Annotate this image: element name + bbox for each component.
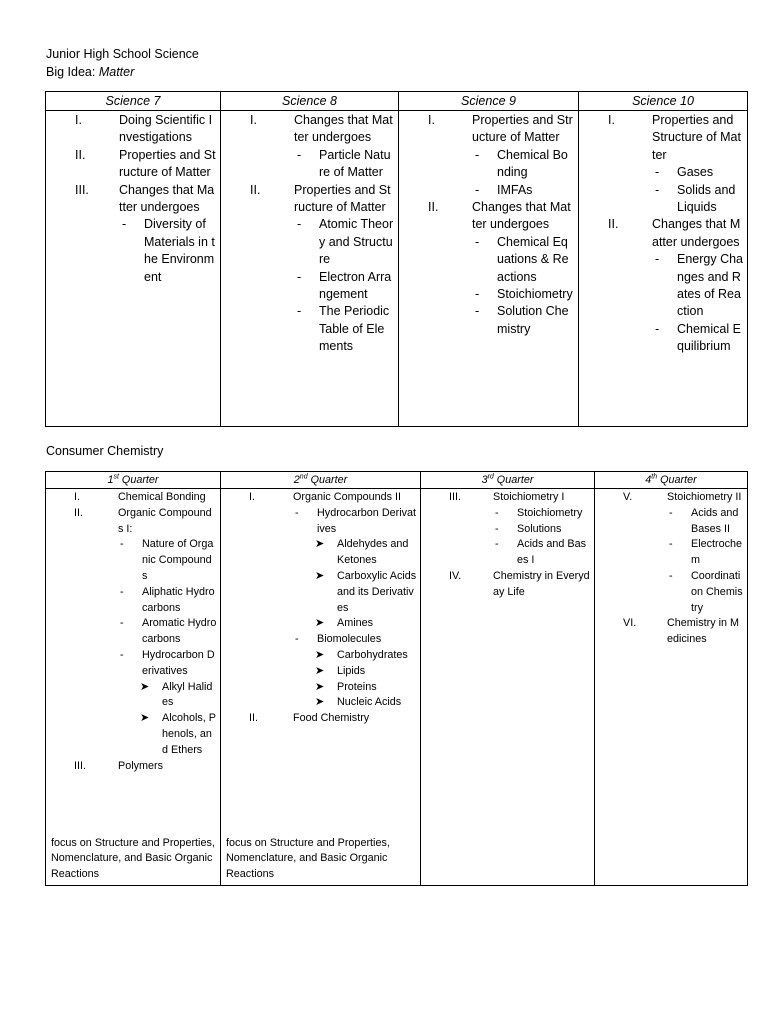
sub-item xyxy=(579,182,747,217)
item-marker: - xyxy=(669,569,673,582)
sub-item xyxy=(221,632,420,648)
outline-item xyxy=(399,199,578,234)
item-text: IMFAs xyxy=(497,182,533,197)
sub-item xyxy=(399,303,578,338)
sub-sub-item xyxy=(221,616,420,632)
item-text: Chemical Equations & Reactions xyxy=(497,234,569,284)
sub-item xyxy=(221,506,420,538)
item-marker: III. xyxy=(75,182,89,197)
item-marker: - xyxy=(120,585,124,598)
sub-item xyxy=(221,269,398,304)
item-text: Acids and Bases I xyxy=(517,538,587,567)
outline-item xyxy=(595,616,747,648)
item-marker: III. xyxy=(74,759,86,772)
quarters-table-header xyxy=(46,472,748,489)
sub-item xyxy=(46,616,220,648)
outline-item xyxy=(399,112,578,147)
item-marker: - xyxy=(475,182,480,197)
item-marker: - xyxy=(495,506,499,519)
arrow-bullet-icon: ➤ xyxy=(140,680,150,693)
item-text: Atomic Theory and Structure xyxy=(319,217,394,267)
item-text: Chemistry in Everyday Life xyxy=(493,569,590,598)
item-text: Proteins xyxy=(337,680,377,693)
science-column-header: Science 7 xyxy=(46,92,221,111)
sub-item xyxy=(579,321,747,356)
arrow-bullet-icon: ➤ xyxy=(315,569,325,582)
item-text: Changes that Matter undergoes xyxy=(119,182,215,215)
quarters-table xyxy=(45,471,748,886)
item-text: Properties and Structure of Matter xyxy=(294,182,391,215)
item-marker: - xyxy=(655,252,660,267)
arrow-bullet-icon: ➤ xyxy=(315,648,325,661)
item-text: Solids and Liquids xyxy=(677,182,736,215)
item-text: Solution Chemistry xyxy=(497,304,569,336)
item-text: Stoichiometry xyxy=(517,506,583,519)
arrow-bullet-icon: ➤ xyxy=(315,680,325,693)
item-marker: - xyxy=(120,538,124,551)
sub-item xyxy=(595,537,747,569)
sub-item xyxy=(221,216,398,268)
quarter-column-header: 4th Quarter xyxy=(595,472,748,489)
item-marker: II. xyxy=(250,182,261,197)
item-marker: II. xyxy=(608,217,619,232)
sub-item xyxy=(595,506,747,538)
item-marker: - xyxy=(297,217,302,232)
item-marker: - xyxy=(495,522,499,535)
item-text: Solutions xyxy=(517,522,562,535)
item-marker: - xyxy=(297,304,302,319)
outline-item xyxy=(46,506,220,538)
big-idea-value: Matter xyxy=(98,65,135,79)
item-text: Amines xyxy=(337,617,374,630)
sub-item xyxy=(399,286,578,303)
sub-item xyxy=(399,182,578,199)
quarter-cell xyxy=(595,489,748,886)
item-text: Acids and Bases II xyxy=(691,506,739,535)
item-text: Electron Arrangement xyxy=(319,269,392,302)
science-table xyxy=(45,91,748,427)
item-marker: I. xyxy=(250,113,257,127)
focus-note: focus on Structure and Properties, Nomenclature, and Basic Organic Reactions xyxy=(51,836,215,881)
item-text: Aldehydes and Ketones xyxy=(337,538,409,567)
item-marker: - xyxy=(655,165,660,180)
focus-note: focus on Structure and Properties, Nomenclature, and Basic Organic Reactions xyxy=(226,836,390,881)
item-text: Chemistry in Medicines xyxy=(667,617,739,646)
outline-item xyxy=(221,182,398,217)
item-marker: - xyxy=(669,538,673,551)
item-marker: V. xyxy=(623,491,633,503)
sub-item xyxy=(46,537,220,584)
item-text: Particle Nature of Matter xyxy=(319,147,391,180)
item-text: Aromatic Hydrocarbons xyxy=(142,617,217,646)
sub-sub-item xyxy=(221,648,420,664)
science-cell xyxy=(399,111,579,427)
item-text: Diversity of Materials in the Environment xyxy=(144,217,215,284)
item-text: Chemical Bonding xyxy=(118,491,206,503)
item-marker: - xyxy=(475,234,480,249)
document-heading: Junior High School Science xyxy=(46,47,199,61)
item-text: Coordination Chemistry xyxy=(691,569,743,614)
outline-item xyxy=(221,490,420,506)
item-marker: - xyxy=(295,506,299,519)
quarter-cell xyxy=(46,489,221,886)
outline-item xyxy=(579,112,747,164)
sub-sub-item xyxy=(46,711,220,758)
sub-item xyxy=(399,234,578,286)
sub-item xyxy=(579,164,747,181)
sub-item xyxy=(579,251,747,321)
item-marker: - xyxy=(495,538,499,551)
sub-item xyxy=(595,569,747,616)
item-text: Food Chemistry xyxy=(293,712,370,725)
quarter-column-header: 2nd Quarter xyxy=(221,472,421,489)
science-column-header: Science 9 xyxy=(399,92,579,111)
item-text: Properties and Structure of Matter xyxy=(652,113,741,162)
quarter-cell xyxy=(221,489,421,886)
sub-item xyxy=(46,585,220,617)
sub-sub-item xyxy=(221,695,420,711)
sub-sub-item xyxy=(221,569,420,616)
item-marker: - xyxy=(122,217,127,232)
item-text: Stoichiometry xyxy=(497,287,573,302)
item-text: Chemical Bonding xyxy=(497,147,568,180)
sub-sub-item xyxy=(221,537,420,569)
item-text: Stoichiometry I xyxy=(493,491,565,503)
item-marker: II. xyxy=(75,147,86,162)
item-marker: - xyxy=(475,304,480,319)
arrow-bullet-icon: ➤ xyxy=(315,696,325,709)
item-text: Properties and Structure of Matter xyxy=(119,147,216,180)
quarter-column-header: 1st Quarter xyxy=(46,472,221,489)
big-idea-line xyxy=(46,65,134,79)
item-marker: II. xyxy=(249,712,258,725)
sub-item xyxy=(46,648,220,680)
sub-item xyxy=(421,506,594,522)
item-text: Organic Compounds II xyxy=(293,491,402,503)
item-text: Electrochem xyxy=(691,538,743,567)
sub-sub-item xyxy=(46,680,220,712)
item-marker: I. xyxy=(74,491,80,503)
science-column-header: Science 8 xyxy=(221,92,399,111)
item-text: Carboxylic Acids and its Derivatives xyxy=(337,569,417,614)
item-marker: I. xyxy=(249,491,255,503)
item-marker: III. xyxy=(449,491,461,503)
science-cell xyxy=(221,111,399,427)
item-marker: - xyxy=(297,147,302,162)
sub-item xyxy=(421,522,594,538)
item-marker: - xyxy=(295,633,299,646)
outline-item xyxy=(46,759,220,775)
arrow-bullet-icon: ➤ xyxy=(315,664,325,677)
item-marker: II. xyxy=(428,200,439,215)
outline-item xyxy=(595,490,747,506)
outline-item xyxy=(46,147,220,182)
item-text: Hydrocarbon Derivatives xyxy=(317,506,417,535)
item-marker: - xyxy=(120,648,124,661)
big-idea-label: Big Idea: xyxy=(46,65,99,79)
outline-item xyxy=(46,182,220,217)
item-marker: I. xyxy=(75,113,82,127)
item-text: Properties and Structure of Matter xyxy=(472,113,573,145)
item-text: Nucleic Acids xyxy=(337,696,402,709)
sub-item xyxy=(46,216,220,286)
item-marker: - xyxy=(120,617,124,630)
item-text: Chemical Equilibrium xyxy=(677,321,741,354)
item-text: Biomolecules xyxy=(317,633,382,646)
outline-item xyxy=(46,490,220,506)
item-marker: - xyxy=(475,147,480,162)
section-title: Consumer Chemistry xyxy=(46,444,164,458)
outline-item xyxy=(46,112,220,147)
sub-item xyxy=(221,147,398,182)
sub-sub-item xyxy=(221,680,420,696)
item-text: Energy Changes and Rates of Reaction xyxy=(677,252,744,319)
item-text: Stoichiometry II xyxy=(667,491,742,503)
item-marker: - xyxy=(655,182,660,197)
science-table-body xyxy=(46,111,748,427)
item-text: Doing Scientific Investigations xyxy=(119,113,213,145)
arrow-bullet-icon: ➤ xyxy=(140,712,150,725)
outline-item xyxy=(579,216,747,251)
item-marker: I. xyxy=(428,113,435,127)
sub-sub-item xyxy=(221,664,420,680)
arrow-bullet-icon: ➤ xyxy=(315,538,325,551)
item-text: Polymers xyxy=(118,759,163,772)
outline-item xyxy=(221,711,420,727)
item-text: Hydrocarbon Derivatives xyxy=(142,648,215,677)
quarter-column-header: 3rd Quarter xyxy=(421,472,595,489)
quarter-cell xyxy=(421,489,595,886)
item-marker: I. xyxy=(608,113,615,127)
item-marker: - xyxy=(669,506,673,519)
item-text: Carbohydrates xyxy=(337,648,408,661)
item-text: Changes that Matter undergoes xyxy=(294,113,393,145)
sub-item xyxy=(421,537,594,569)
item-marker: - xyxy=(297,269,302,284)
item-marker: VI. xyxy=(623,617,637,630)
science-column-header: Science 10 xyxy=(579,92,748,111)
quarters-table-body xyxy=(46,489,748,886)
item-text: Organic Compounds I: xyxy=(118,506,212,535)
outline-item xyxy=(221,112,398,147)
sub-item xyxy=(221,303,398,355)
item-marker: - xyxy=(475,287,480,302)
item-marker: - xyxy=(655,321,660,336)
item-text: Changes that Matter undergoes xyxy=(652,217,741,249)
item-marker: IV. xyxy=(449,569,462,582)
outline-item xyxy=(421,490,594,506)
item-text: Alcohols, Phenols, and Ethers xyxy=(162,712,217,756)
outline-item xyxy=(421,569,594,601)
item-text: The Periodic Table of Elements xyxy=(319,304,390,354)
science-cell xyxy=(579,111,748,427)
science-table-header xyxy=(46,92,748,111)
item-text: Alkyl Halides xyxy=(162,680,213,709)
item-text: Lipids xyxy=(337,664,366,677)
item-marker: II. xyxy=(74,506,83,519)
item-text: Nature of Organic Compounds xyxy=(142,538,214,582)
item-text: Aliphatic Hydrocarbons xyxy=(142,585,215,614)
arrow-bullet-icon: ➤ xyxy=(315,617,325,630)
item-text: Changes that Matter undergoes xyxy=(472,200,571,232)
item-text: Gases xyxy=(677,165,714,180)
science-cell xyxy=(46,111,221,427)
sub-item xyxy=(399,147,578,182)
